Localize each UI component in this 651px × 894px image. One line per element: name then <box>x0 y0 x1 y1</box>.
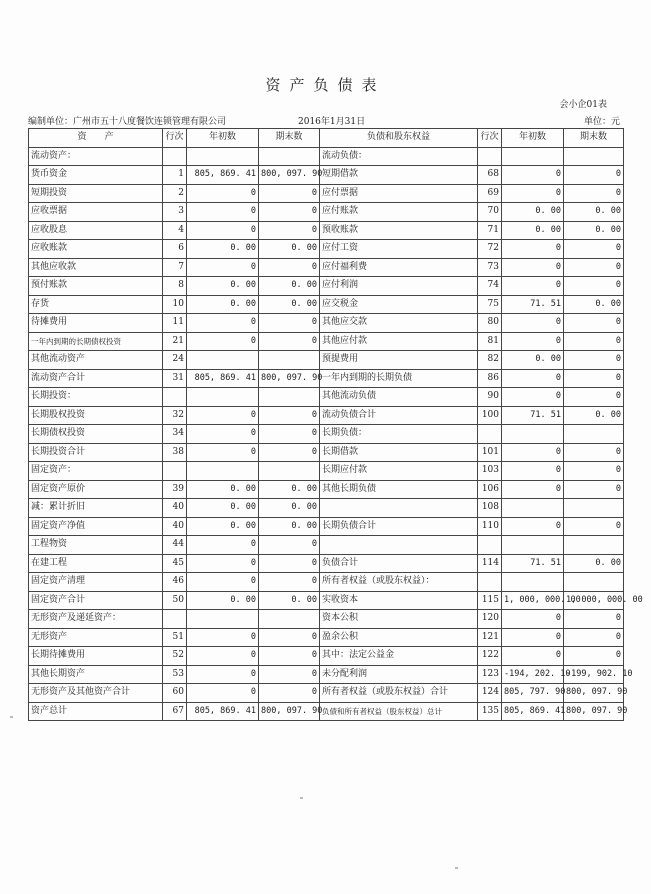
liability-begin-value: 1, 000, 000. 00 <box>502 591 564 610</box>
liability-line-no <box>478 425 502 444</box>
currency-unit: 单位：元 <box>583 117 620 127</box>
asset-line-no: 21 <box>163 332 187 351</box>
asset-begin-value <box>187 351 259 370</box>
col-header-end: 期末数 <box>259 129 320 148</box>
liability-line-no: 82 <box>478 351 502 370</box>
liability-begin-value <box>502 425 564 444</box>
asset-end-value <box>259 462 320 481</box>
liability-end-value: 0. 00 <box>564 203 624 222</box>
liability-begin-value: 0 <box>502 610 564 629</box>
liability-item-name: 所有者权益（或股东权益）： <box>320 573 478 592</box>
col-header-line: 行次 <box>478 129 502 148</box>
table-row <box>29 369 624 388</box>
asset-end-value: 800, 097. 90 <box>259 369 320 388</box>
liability-begin-value: 0 <box>502 462 564 481</box>
asset-item-name: 应收票据 <box>29 203 163 222</box>
liability-line-no: 120 <box>478 610 502 629</box>
asset-line-no: 10 <box>163 295 187 314</box>
liability-begin-value: -194, 202. 10 <box>502 665 564 684</box>
asset-item-name: 预付账款 <box>29 277 163 296</box>
table-row <box>29 314 624 333</box>
liability-begin-value: 0 <box>502 480 564 499</box>
liability-end-value: 0. 00 <box>564 554 624 573</box>
asset-begin-value: 805, 869. 41 <box>187 369 259 388</box>
asset-begin-value: 805, 869. 41 <box>187 702 259 721</box>
liability-item-name: 未分配利润 <box>320 665 478 684</box>
liability-begin-value: 0 <box>502 443 564 462</box>
table-row <box>29 480 624 499</box>
liability-begin-value: 805, 797. 90 <box>502 684 564 703</box>
form-number: 会小企01表 <box>559 100 607 110</box>
asset-end-value: 0 <box>259 554 320 573</box>
reporting-entity: 编制单位：广州市五十八度餐饮连锁管理有限公司 <box>28 117 227 127</box>
liability-line-no: 74 <box>478 277 502 296</box>
liability-begin-value: 0 <box>502 628 564 647</box>
asset-line-no: 52 <box>163 647 187 666</box>
asset-line-no <box>163 147 187 166</box>
asset-end-value: 800, 097. 90 <box>259 702 320 721</box>
scan-mark <box>455 867 458 869</box>
asset-begin-value: 0 <box>187 406 259 425</box>
asset-end-value: 0. 00 <box>259 240 320 259</box>
asset-begin-value <box>187 388 259 407</box>
liability-item-name: 应付福利费 <box>320 258 478 277</box>
liability-line-no: 69 <box>478 184 502 203</box>
liability-item-name: 一年内到期的长期负债 <box>320 369 478 388</box>
asset-item-name: 固定资产合计 <box>29 591 163 610</box>
asset-line-no <box>163 388 187 407</box>
asset-line-no: 11 <box>163 314 187 333</box>
asset-item-name: 一年内到期的长期债权投资 <box>29 332 163 351</box>
liability-line-no: 73 <box>478 258 502 277</box>
asset-end-value: 0 <box>259 665 320 684</box>
asset-end-value: 0. 00 <box>259 499 320 518</box>
table-row <box>29 425 624 444</box>
asset-end-value: 0. 00 <box>259 277 320 296</box>
table-body <box>29 147 643 721</box>
col-header-begin: 年初数 <box>502 129 564 148</box>
liability-end-value: 0 <box>564 369 624 388</box>
table-row <box>29 517 624 536</box>
asset-line-no: 40 <box>163 517 187 536</box>
asset-begin-value: 0 <box>187 332 259 351</box>
liability-item-name: 应付票据 <box>320 184 478 203</box>
liability-line-no <box>478 147 502 166</box>
asset-line-no: 45 <box>163 554 187 573</box>
asset-begin-value: 0. 00 <box>187 517 259 536</box>
asset-end-value: 0 <box>259 406 320 425</box>
asset-end-value: 0 <box>259 332 320 351</box>
table-row <box>29 295 624 314</box>
asset-end-value: 0. 00 <box>259 591 320 610</box>
liability-item-name: 资本公积 <box>320 610 478 629</box>
asset-line-no <box>163 462 187 481</box>
table-header-row <box>29 129 624 148</box>
liability-item-name: 应付利润 <box>320 277 478 296</box>
table-row <box>29 221 624 240</box>
table-row <box>29 147 624 166</box>
asset-item-name: 在建工程 <box>29 554 163 573</box>
liability-end-value: 0 <box>564 277 624 296</box>
asset-item-name: 应收股息 <box>29 221 163 240</box>
liability-line-no: 108 <box>478 499 502 518</box>
document-title: 资产负债表 <box>265 76 386 94</box>
asset-item-name: 流动资产： <box>29 147 163 166</box>
asset-end-value: 0. 00 <box>259 295 320 314</box>
liability-begin-value: 0 <box>502 517 564 536</box>
liability-item-name: 其他应交款 <box>320 314 478 333</box>
col-header-begin: 年初数 <box>187 129 259 148</box>
asset-line-no: 44 <box>163 536 187 555</box>
asset-line-no: 34 <box>163 425 187 444</box>
asset-end-value: 0 <box>259 443 320 462</box>
liability-item-name: 其他应付款 <box>320 332 478 351</box>
asset-item-name: 减：累计折旧 <box>29 499 163 518</box>
asset-item-name: 固定资产净值 <box>29 517 163 536</box>
asset-end-value <box>259 147 320 166</box>
liability-line-no <box>478 536 502 555</box>
asset-line-no: 2 <box>163 184 187 203</box>
liability-end-value: 0 <box>564 462 624 481</box>
liability-item-name: 长期负债： <box>320 425 478 444</box>
liability-item-name <box>320 499 478 518</box>
asset-item-name: 长期债权投资 <box>29 425 163 444</box>
liability-item-name: 应交税金 <box>320 295 478 314</box>
asset-end-value: 0. 00 <box>259 480 320 499</box>
asset-end-value: 0 <box>259 573 320 592</box>
liability-item-name: 其他流动负债 <box>320 388 478 407</box>
asset-line-no: 1 <box>163 166 187 185</box>
liability-item-name: 其中：法定公益金 <box>320 647 478 666</box>
liability-end-value: 0 <box>564 517 624 536</box>
liability-line-no: 115 <box>478 591 502 610</box>
liability-item-name: 预提费用 <box>320 351 478 370</box>
asset-item-name: 短期投资 <box>29 184 163 203</box>
liability-item-name: 其他长期负债 <box>320 480 478 499</box>
liability-item-name: 实收资本 <box>320 591 478 610</box>
table-row <box>29 240 624 259</box>
liability-line-no: 68 <box>478 166 502 185</box>
asset-item-name: 其他流动资产 <box>29 351 163 370</box>
liability-end-value <box>564 147 624 166</box>
asset-begin-value: 0 <box>187 647 259 666</box>
asset-line-no: 67 <box>163 702 187 721</box>
liability-end-value: 0 <box>564 388 624 407</box>
asset-item-name: 货币资金 <box>29 166 163 185</box>
liability-item-name <box>320 536 478 555</box>
asset-end-value: 0 <box>259 536 320 555</box>
asset-line-no: 7 <box>163 258 187 277</box>
liability-item-name: 负债和所有者权益（股东权益）总计 <box>320 702 478 721</box>
asset-begin-value: 0. 00 <box>187 295 259 314</box>
report-date: 2016年1月31日 <box>298 117 366 127</box>
scan-mark <box>10 716 13 718</box>
table-row <box>29 462 624 481</box>
liability-begin-value: 0 <box>502 647 564 666</box>
asset-item-name: 无形资产及递延资产： <box>29 610 163 629</box>
liability-end-value <box>564 425 624 444</box>
liability-begin-value: 71. 51 <box>502 295 564 314</box>
asset-begin-value: 0 <box>187 665 259 684</box>
liability-end-value: 0. 00 <box>564 406 624 425</box>
asset-end-value: 0 <box>259 184 320 203</box>
liability-item-name: 长期应付款 <box>320 462 478 481</box>
table-row <box>29 536 624 555</box>
liability-line-no <box>478 573 502 592</box>
col-header-liabilities: 负债和股东权益 <box>320 129 478 148</box>
table-row <box>29 203 624 222</box>
asset-end-value: 0 <box>259 314 320 333</box>
liability-end-value: 0 <box>564 610 624 629</box>
liability-line-no: 81 <box>478 332 502 351</box>
liability-end-value: 0 <box>564 240 624 259</box>
asset-line-no: 53 <box>163 665 187 684</box>
asset-item-name: 长期股权投资 <box>29 406 163 425</box>
liability-end-value: 0. 00 <box>564 221 624 240</box>
liability-line-no: 70 <box>478 203 502 222</box>
asset-item-name: 长期投资： <box>29 388 163 407</box>
table-row <box>29 406 624 425</box>
asset-begin-value: 805, 869. 41 <box>187 166 259 185</box>
asset-line-no: 46 <box>163 573 187 592</box>
asset-line-no: 51 <box>163 628 187 647</box>
liability-end-value <box>564 499 624 518</box>
asset-end-value: 800, 097. 90 <box>259 166 320 185</box>
liability-end-value: 1, 000, 000. 00 <box>564 591 624 610</box>
asset-begin-value: 0 <box>187 443 259 462</box>
liability-line-no: 135 <box>478 702 502 721</box>
liability-begin-value: 0 <box>502 184 564 203</box>
col-header-end: 期末数 <box>564 129 624 148</box>
asset-begin-value: 0 <box>187 203 259 222</box>
asset-item-name: 待摊费用 <box>29 314 163 333</box>
liability-begin-value <box>502 147 564 166</box>
liability-line-no: 100 <box>478 406 502 425</box>
liability-line-no: 122 <box>478 647 502 666</box>
asset-begin-value: 0. 00 <box>187 480 259 499</box>
table-row <box>29 610 624 629</box>
col-header-line: 行次 <box>163 129 187 148</box>
col-header-assets: 资 产 <box>29 129 163 148</box>
asset-item-name: 流动资产合计 <box>29 369 163 388</box>
liability-end-value: 0 <box>564 628 624 647</box>
asset-begin-value: 0 <box>187 258 259 277</box>
table-row <box>29 332 624 351</box>
asset-end-value: 0 <box>259 647 320 666</box>
asset-begin-value: 0 <box>187 684 259 703</box>
liability-line-no: 80 <box>478 314 502 333</box>
asset-begin-value <box>187 462 259 481</box>
asset-item-name: 资产总计 <box>29 702 163 721</box>
liability-begin-value: 0 <box>502 332 564 351</box>
liability-end-value <box>564 536 624 555</box>
liability-item-name: 应付账款 <box>320 203 478 222</box>
liability-line-no: 106 <box>478 480 502 499</box>
liability-end-value: -199, 902. 10 <box>564 665 624 684</box>
table-row <box>29 591 624 610</box>
liability-end-value <box>564 573 624 592</box>
liability-item-name: 长期借款 <box>320 443 478 462</box>
table-row <box>29 573 624 592</box>
liability-line-no: 110 <box>478 517 502 536</box>
asset-item-name: 长期投资合计 <box>29 443 163 462</box>
liability-end-value: 0. 00 <box>564 295 624 314</box>
liability-line-no: 75 <box>478 295 502 314</box>
liability-begin-value: 0 <box>502 166 564 185</box>
asset-begin-value: 0 <box>187 184 259 203</box>
liability-end-value: 800, 097. 90 <box>564 702 624 721</box>
liability-begin-value: 0. 00 <box>502 221 564 240</box>
liability-end-value: 0 <box>564 647 624 666</box>
asset-item-name: 应收账款 <box>29 240 163 259</box>
table-row <box>29 628 624 647</box>
liability-begin-value: 71. 51 <box>502 554 564 573</box>
liability-item-name: 盈余公积 <box>320 628 478 647</box>
asset-end-value: 0 <box>259 684 320 703</box>
liability-line-no: 121 <box>478 628 502 647</box>
asset-line-no: 3 <box>163 203 187 222</box>
asset-end-value <box>259 388 320 407</box>
asset-item-name: 固定资产： <box>29 462 163 481</box>
liability-line-no: 114 <box>478 554 502 573</box>
asset-line-no: 8 <box>163 277 187 296</box>
liability-end-value: 0 <box>564 166 624 185</box>
asset-line-no: 40 <box>163 499 187 518</box>
asset-begin-value: 0. 00 <box>187 240 259 259</box>
asset-item-name: 存货 <box>29 295 163 314</box>
liability-line-no: 72 <box>478 240 502 259</box>
asset-end-value: 0 <box>259 221 320 240</box>
table-row <box>29 388 624 407</box>
liability-item-name: 长期负债合计 <box>320 517 478 536</box>
liability-line-no: 101 <box>478 443 502 462</box>
table-row <box>29 499 624 518</box>
liability-begin-value: 0 <box>502 388 564 407</box>
table-row <box>29 684 624 703</box>
table-row <box>29 258 624 277</box>
liability-begin-value <box>502 573 564 592</box>
asset-end-value <box>259 610 320 629</box>
liability-item-name: 短期借款 <box>320 166 478 185</box>
liability-line-no: 123 <box>478 665 502 684</box>
asset-end-value: 0 <box>259 258 320 277</box>
asset-item-name: 无形资产 <box>29 628 163 647</box>
asset-begin-value: 0 <box>187 628 259 647</box>
table-row <box>29 647 624 666</box>
liability-line-no: 71 <box>478 221 502 240</box>
asset-begin-value: 0. 00 <box>187 499 259 518</box>
asset-end-value: 0 <box>259 425 320 444</box>
asset-end-value <box>259 351 320 370</box>
asset-line-no: 60 <box>163 684 187 703</box>
liability-item-name: 流动负债合计 <box>320 406 478 425</box>
asset-item-name: 无形资产及其他资产合计 <box>29 684 163 703</box>
liability-end-value: 0 <box>564 443 624 462</box>
table-row <box>29 554 624 573</box>
table-row <box>29 443 624 462</box>
asset-line-no: 39 <box>163 480 187 499</box>
asset-line-no: 50 <box>163 591 187 610</box>
asset-line-no: 4 <box>163 221 187 240</box>
asset-begin-value <box>187 147 259 166</box>
liability-item-name: 预收账款 <box>320 221 478 240</box>
liability-line-no: 90 <box>478 388 502 407</box>
asset-begin-value: 0 <box>187 554 259 573</box>
asset-item-name: 固定资产原价 <box>29 480 163 499</box>
asset-line-no: 32 <box>163 406 187 425</box>
liability-line-no: 86 <box>478 369 502 388</box>
liability-begin-value: 805, 869. 41 <box>502 702 564 721</box>
table-row <box>29 665 624 684</box>
table-row <box>29 166 624 185</box>
asset-begin-value: 0 <box>187 536 259 555</box>
liability-end-value: 0 <box>564 332 624 351</box>
liability-begin-value <box>502 499 564 518</box>
table-row <box>29 277 624 296</box>
asset-line-no: 24 <box>163 351 187 370</box>
liability-begin-value <box>502 536 564 555</box>
asset-end-value: 0 <box>259 628 320 647</box>
liability-begin-value: 0 <box>502 240 564 259</box>
asset-line-no: 38 <box>163 443 187 462</box>
liability-begin-value: 0 <box>502 369 564 388</box>
liability-begin-value: 71. 51 <box>502 406 564 425</box>
asset-begin-value: 0. 00 <box>187 591 259 610</box>
asset-line-no: 31 <box>163 369 187 388</box>
asset-begin-value: 0 <box>187 425 259 444</box>
asset-item-name: 其他长期资产 <box>29 665 163 684</box>
asset-end-value: 0 <box>259 203 320 222</box>
liability-begin-value: 0 <box>502 258 564 277</box>
asset-begin-value: 0 <box>187 573 259 592</box>
liability-begin-value: 0 <box>502 314 564 333</box>
liability-item-name: 应付工资 <box>320 240 478 259</box>
table-row <box>29 184 624 203</box>
liability-line-no: 103 <box>478 462 502 481</box>
liability-item-name: 负债合计 <box>320 554 478 573</box>
asset-begin-value: 0. 00 <box>187 277 259 296</box>
asset-begin-value: 0 <box>187 221 259 240</box>
liability-end-value: 0 <box>564 184 624 203</box>
liability-begin-value: 0 <box>502 277 564 296</box>
scan-mark <box>300 797 303 799</box>
asset-item-name: 固定资产清理 <box>29 573 163 592</box>
asset-line-no: 6 <box>163 240 187 259</box>
liability-begin-value: 0. 00 <box>502 351 564 370</box>
liability-begin-value: 0. 00 <box>502 203 564 222</box>
asset-begin-value: 0 <box>187 314 259 333</box>
liability-end-value: 0 <box>564 351 624 370</box>
asset-item-name: 其他应收款 <box>29 258 163 277</box>
report-meta <box>28 114 620 127</box>
liability-item-name: 流动负债： <box>320 147 478 166</box>
liability-line-no: 124 <box>478 684 502 703</box>
asset-begin-value <box>187 610 259 629</box>
liability-end-value: 0 <box>564 480 624 499</box>
asset-end-value: 0. 00 <box>259 517 320 536</box>
liability-end-value: 0 <box>564 314 624 333</box>
asset-item-name: 工程物资 <box>29 536 163 555</box>
liability-end-value: 800, 097. 90 <box>564 684 624 703</box>
table-row <box>29 351 624 370</box>
liability-item-name: 所有者权益（或股东权益）合计 <box>320 684 478 703</box>
table-row <box>29 702 624 721</box>
asset-line-no <box>163 610 187 629</box>
balance-sheet-table <box>28 128 643 721</box>
asset-item-name: 长期待摊费用 <box>29 647 163 666</box>
liability-end-value: 0 <box>564 258 624 277</box>
